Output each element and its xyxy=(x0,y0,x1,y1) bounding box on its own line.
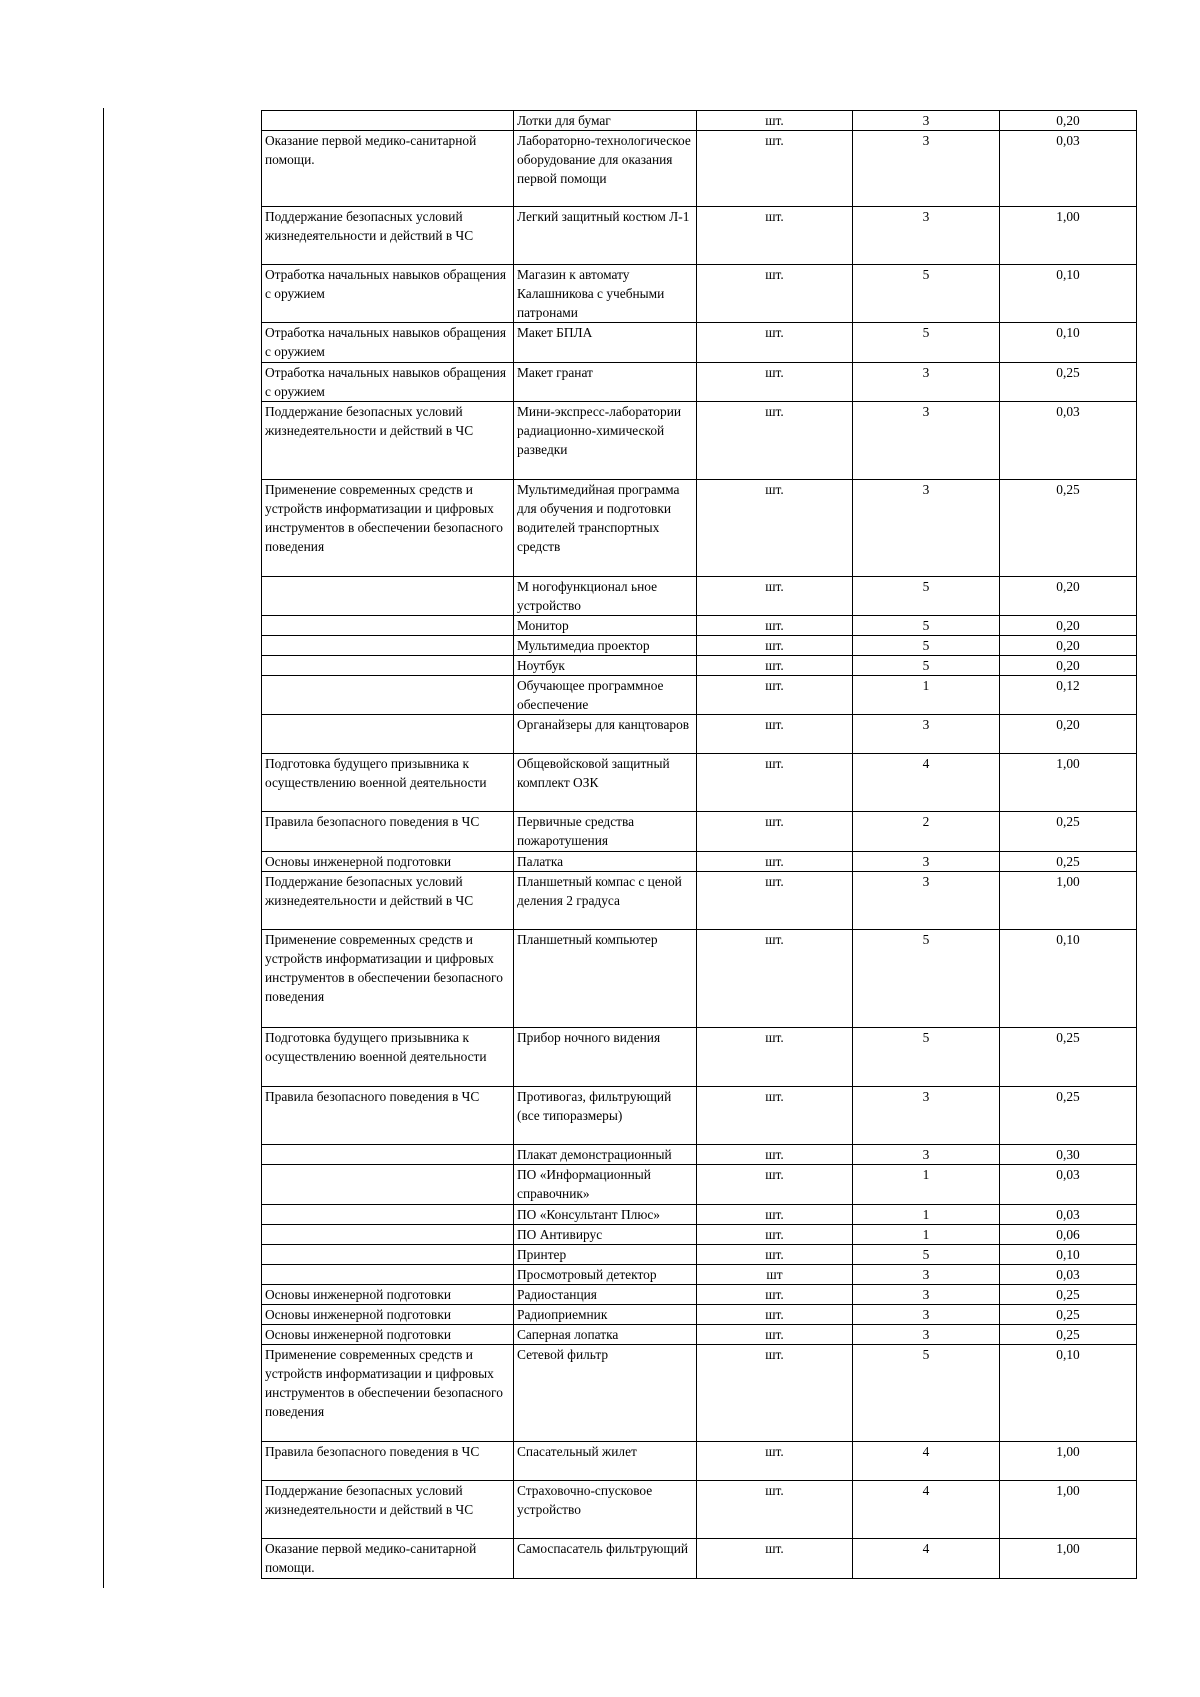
cell-equipment-name: Первичные средства пожаротушения xyxy=(514,812,697,852)
cell-coefficient: 0,25 xyxy=(1000,1028,1137,1087)
table-row xyxy=(262,852,1137,872)
table-row xyxy=(262,1028,1137,1087)
cell-unit: шт. xyxy=(697,656,853,676)
cell-unit: шт. xyxy=(697,616,853,636)
cell-unit: шт. xyxy=(697,754,853,812)
cell-purpose: Отработка начальных навыков обращения с оружием xyxy=(262,363,514,402)
cell-quantity: 3 xyxy=(853,131,1000,207)
cell-quantity: 5 xyxy=(853,265,1000,323)
cell-quantity: 3 xyxy=(853,852,1000,872)
cell-equipment-name: Просмотровый детектор xyxy=(514,1265,697,1285)
cell-equipment-name: Планшетный компас с ценой деления 2 градуса xyxy=(514,872,697,930)
cell-unit: шт. xyxy=(697,1205,853,1225)
cell-quantity: 3 xyxy=(853,207,1000,265)
cell-equipment-name: Страховочно-спусковое устройство xyxy=(514,1481,697,1539)
cell-coefficient: 0,03 xyxy=(1000,131,1137,207)
cell-quantity: 4 xyxy=(853,754,1000,812)
table-row xyxy=(262,402,1137,480)
cell-quantity: 5 xyxy=(853,323,1000,363)
cell-coefficient: 0,25 xyxy=(1000,852,1137,872)
cell-quantity: 5 xyxy=(853,1345,1000,1442)
cell-coefficient: 1,00 xyxy=(1000,1539,1137,1579)
cell-quantity: 3 xyxy=(853,480,1000,577)
cell-purpose xyxy=(262,1245,514,1265)
cell-purpose: Поддержание безопасных условий жизнедеятельности и действий в ЧС xyxy=(262,207,514,265)
cell-equipment-name: ПО Антивирус xyxy=(514,1225,697,1245)
cell-purpose: Отработка начальных навыков обращения с оружием xyxy=(262,265,514,323)
cell-equipment-name: Лабораторно-технологическое оборудование для оказания первой помощи xyxy=(514,131,697,207)
cell-equipment-name: Макет гранат xyxy=(514,363,697,402)
cell-equipment-name: Саперная лопатка xyxy=(514,1325,697,1345)
cell-coefficient: 1,00 xyxy=(1000,1442,1137,1481)
cell-unit: шт. xyxy=(697,131,853,207)
cell-equipment-name: М ногофункционал ьное устройство xyxy=(514,577,697,616)
table-row xyxy=(262,676,1137,715)
cell-purpose xyxy=(262,656,514,676)
table-row xyxy=(262,323,1137,363)
cell-coefficient: 1,00 xyxy=(1000,872,1137,930)
cell-unit: шт. xyxy=(697,715,853,754)
cell-unit: шт. xyxy=(697,1145,853,1165)
cell-purpose: Поддержание безопасных условий жизнедеятельности и действий в ЧС xyxy=(262,872,514,930)
cell-unit: шт. xyxy=(697,1442,853,1481)
table-row xyxy=(262,480,1137,577)
cell-purpose: Применение современных средств и устройств информатизации и цифровых инструментов в обеспечении безопасного поведения xyxy=(262,480,514,577)
table-row xyxy=(262,131,1137,207)
table-row xyxy=(262,1325,1137,1345)
cell-equipment-name: Лотки для бумаг xyxy=(514,111,697,131)
cell-unit: шт. xyxy=(697,1225,853,1245)
cell-coefficient: 0,20 xyxy=(1000,111,1137,131)
table-row xyxy=(262,1539,1137,1579)
cell-coefficient: 0,20 xyxy=(1000,715,1137,754)
cell-equipment-name: Монитор xyxy=(514,616,697,636)
cell-equipment-name: Планшетный компьютер xyxy=(514,930,697,1028)
table-row xyxy=(262,111,1137,131)
cell-purpose: Поддержание безопасных условий жизнедеятельности и действий в ЧС xyxy=(262,402,514,480)
cell-quantity: 3 xyxy=(853,872,1000,930)
cell-purpose: Основы инженерной подготовки xyxy=(262,1325,514,1345)
cell-purpose xyxy=(262,577,514,616)
cell-coefficient: 1,00 xyxy=(1000,1481,1137,1539)
cell-unit: шт. xyxy=(697,363,853,402)
cell-quantity: 1 xyxy=(853,1205,1000,1225)
cell-quantity: 2 xyxy=(853,812,1000,852)
cell-quantity: 4 xyxy=(853,1539,1000,1579)
cell-coefficient: 0,25 xyxy=(1000,480,1137,577)
cell-purpose xyxy=(262,616,514,636)
cell-coefficient: 0,25 xyxy=(1000,1087,1137,1145)
table-row xyxy=(262,812,1137,852)
table-row xyxy=(262,1265,1137,1285)
equipment-table xyxy=(261,110,1137,1579)
equipment-table-body xyxy=(262,111,1137,1579)
cell-quantity: 4 xyxy=(853,1481,1000,1539)
cell-coefficient: 0,20 xyxy=(1000,616,1137,636)
cell-quantity: 3 xyxy=(853,1305,1000,1325)
cell-coefficient: 0,20 xyxy=(1000,656,1137,676)
table-row xyxy=(262,1305,1137,1325)
cell-unit: шт. xyxy=(697,1028,853,1087)
cell-purpose: Поддержание безопасных условий жизнедеятельности и действий в ЧС xyxy=(262,1481,514,1539)
cell-quantity: 5 xyxy=(853,656,1000,676)
cell-purpose xyxy=(262,715,514,754)
cell-coefficient: 0,06 xyxy=(1000,1225,1137,1245)
cell-coefficient: 1,00 xyxy=(1000,754,1137,812)
table-row xyxy=(262,1442,1137,1481)
cell-coefficient: 0,03 xyxy=(1000,1265,1137,1285)
cell-unit: шт. xyxy=(697,402,853,480)
cell-equipment-name: Палатка xyxy=(514,852,697,872)
cell-purpose: Правила безопасного поведения в ЧС xyxy=(262,1087,514,1145)
cell-purpose: Применение современных средств и устройств информатизации и цифровых инструментов в обеспечении безопасного поведения xyxy=(262,930,514,1028)
cell-coefficient: 0,03 xyxy=(1000,1165,1137,1205)
cell-equipment-name: Прибор ночного видения xyxy=(514,1028,697,1087)
cell-coefficient: 0,25 xyxy=(1000,812,1137,852)
cell-quantity: 3 xyxy=(853,363,1000,402)
cell-coefficient: 0,12 xyxy=(1000,676,1137,715)
cell-unit: шт. xyxy=(697,1285,853,1305)
cell-unit: шт. xyxy=(697,676,853,715)
cell-equipment-name: Обучающее программное обеспечение xyxy=(514,676,697,715)
cell-purpose xyxy=(262,636,514,656)
cell-purpose xyxy=(262,1165,514,1205)
cell-equipment-name: Радиостанция xyxy=(514,1285,697,1305)
cell-purpose xyxy=(262,1265,514,1285)
cell-coefficient: 0,10 xyxy=(1000,1245,1137,1265)
cell-equipment-name: Общевойсковой защитный комплект ОЗК xyxy=(514,754,697,812)
cell-equipment-name: Ноутбук xyxy=(514,656,697,676)
cell-quantity: 5 xyxy=(853,930,1000,1028)
cell-unit: шт. xyxy=(697,930,853,1028)
cell-unit: шт. xyxy=(697,1325,853,1345)
cell-coefficient: 1,00 xyxy=(1000,207,1137,265)
cell-unit: шт. xyxy=(697,636,853,656)
table-row xyxy=(262,1345,1137,1442)
table-row xyxy=(262,363,1137,402)
cell-quantity: 5 xyxy=(853,636,1000,656)
cell-coefficient: 0,03 xyxy=(1000,1205,1137,1225)
cell-equipment-name: Сетевой фильтр xyxy=(514,1345,697,1442)
cell-unit: шт. xyxy=(697,323,853,363)
cell-equipment-name: ПО «Информационный справочник» xyxy=(514,1165,697,1205)
cell-unit: шт. xyxy=(697,852,853,872)
cell-quantity: 4 xyxy=(853,1442,1000,1481)
cell-purpose: Отработка начальных навыков обращения с оружием xyxy=(262,323,514,363)
cell-coefficient: 0,30 xyxy=(1000,1145,1137,1165)
cell-equipment-name: Макет БПЛА xyxy=(514,323,697,363)
cell-equipment-name: ПО «Консультант Плюс» xyxy=(514,1205,697,1225)
cell-unit: шт. xyxy=(697,1245,853,1265)
cell-unit: шт. xyxy=(697,207,853,265)
cell-unit: шт. xyxy=(697,1345,853,1442)
cell-unit: шт. xyxy=(697,1539,853,1579)
cell-quantity: 5 xyxy=(853,616,1000,636)
cell-quantity: 3 xyxy=(853,1265,1000,1285)
cell-equipment-name: Мультимедиа проектор xyxy=(514,636,697,656)
cell-coefficient: 0,20 xyxy=(1000,636,1137,656)
table-row xyxy=(262,1145,1137,1165)
cell-coefficient: 0,20 xyxy=(1000,577,1137,616)
cell-quantity: 5 xyxy=(853,1245,1000,1265)
table-row xyxy=(262,754,1137,812)
cell-equipment-name: Магазин к автомату Калашникова с учебными патронами xyxy=(514,265,697,323)
cell-equipment-name: Легкий защитный костюм Л-1 xyxy=(514,207,697,265)
cell-purpose: Правила безопасного поведения в ЧС xyxy=(262,1442,514,1481)
cell-coefficient: 0,25 xyxy=(1000,363,1137,402)
table-row xyxy=(262,1225,1137,1245)
table-row xyxy=(262,656,1137,676)
cell-coefficient: 0,10 xyxy=(1000,265,1137,323)
table-row xyxy=(262,577,1137,616)
cell-purpose xyxy=(262,1145,514,1165)
table-row xyxy=(262,715,1137,754)
cell-purpose: Основы инженерной подготовки xyxy=(262,852,514,872)
cell-quantity: 3 xyxy=(853,111,1000,131)
cell-purpose: Оказание первой медико-санитарной помощи. xyxy=(262,1539,514,1579)
cell-equipment-name: Принтер xyxy=(514,1245,697,1265)
table-row xyxy=(262,872,1137,930)
cell-purpose xyxy=(262,111,514,131)
cell-equipment-name: Мини-экспресс-лаборатории радиационно-химической разведки xyxy=(514,402,697,480)
cell-purpose: Оказание первой медико-санитарной помощи. xyxy=(262,131,514,207)
cell-quantity: 1 xyxy=(853,1225,1000,1245)
table-row xyxy=(262,930,1137,1028)
cell-quantity: 5 xyxy=(853,577,1000,616)
table-row xyxy=(262,616,1137,636)
cell-unit: шт. xyxy=(697,1087,853,1145)
cell-quantity: 3 xyxy=(853,715,1000,754)
cell-purpose: Основы инженерной подготовки xyxy=(262,1305,514,1325)
cell-purpose: Правила безопасного поведения в ЧС xyxy=(262,812,514,852)
table-row xyxy=(262,1165,1137,1205)
cell-unit: шт. xyxy=(697,480,853,577)
cell-quantity: 3 xyxy=(853,1285,1000,1305)
table-row xyxy=(262,265,1137,323)
cell-purpose xyxy=(262,676,514,715)
cell-equipment-name: Самоспасатель фильтрующий xyxy=(514,1539,697,1579)
cell-quantity: 3 xyxy=(853,1087,1000,1145)
cell-coefficient: 0,25 xyxy=(1000,1305,1137,1325)
table-row xyxy=(262,1245,1137,1265)
page-margin-line xyxy=(103,108,104,1588)
cell-quantity: 3 xyxy=(853,1145,1000,1165)
cell-coefficient: 0,25 xyxy=(1000,1285,1137,1305)
cell-equipment-name: Органайзеры для канцтоваров xyxy=(514,715,697,754)
cell-equipment-name: Мультимедийная программа для обучения и подготовки водителей транспортных средств xyxy=(514,480,697,577)
cell-coefficient: 0,10 xyxy=(1000,323,1137,363)
cell-unit: шт. xyxy=(697,577,853,616)
cell-coefficient: 0,10 xyxy=(1000,930,1137,1028)
table-row xyxy=(262,207,1137,265)
cell-purpose xyxy=(262,1205,514,1225)
cell-coefficient: 0,25 xyxy=(1000,1325,1137,1345)
cell-unit: шт. xyxy=(697,1305,853,1325)
cell-unit: шт. xyxy=(697,812,853,852)
cell-unit: шт. xyxy=(697,265,853,323)
cell-quantity: 1 xyxy=(853,676,1000,715)
cell-equipment-name: Плакат демонстрационный xyxy=(514,1145,697,1165)
cell-equipment-name: Радиоприемник xyxy=(514,1305,697,1325)
cell-purpose: Подготовка будущего призывника к осуществлению военной деятельности xyxy=(262,1028,514,1087)
cell-purpose: Основы инженерной подготовки xyxy=(262,1285,514,1305)
cell-coefficient: 0,03 xyxy=(1000,402,1137,480)
cell-unit: шт. xyxy=(697,1165,853,1205)
cell-coefficient: 0,10 xyxy=(1000,1345,1137,1442)
cell-quantity: 3 xyxy=(853,402,1000,480)
cell-purpose xyxy=(262,1225,514,1245)
cell-unit: шт. xyxy=(697,1481,853,1539)
table-row xyxy=(262,1481,1137,1539)
cell-quantity: 5 xyxy=(853,1028,1000,1087)
cell-equipment-name: Спасательный жилет xyxy=(514,1442,697,1481)
table-row xyxy=(262,1087,1137,1145)
cell-unit: шт. xyxy=(697,872,853,930)
table-row xyxy=(262,636,1137,656)
cell-quantity: 1 xyxy=(853,1165,1000,1205)
cell-purpose: Применение современных средств и устройств информатизации и цифровых инструментов в обеспечении безопасного поведения xyxy=(262,1345,514,1442)
cell-unit: шт xyxy=(697,1265,853,1285)
table-row xyxy=(262,1205,1137,1225)
cell-purpose: Подготовка будущего призывника к осуществлению военной деятельности xyxy=(262,754,514,812)
cell-unit: шт. xyxy=(697,111,853,131)
cell-equipment-name: Противогаз, фильтрующий (все типоразмеры) xyxy=(514,1087,697,1145)
table-row xyxy=(262,1285,1137,1305)
cell-quantity: 3 xyxy=(853,1325,1000,1345)
